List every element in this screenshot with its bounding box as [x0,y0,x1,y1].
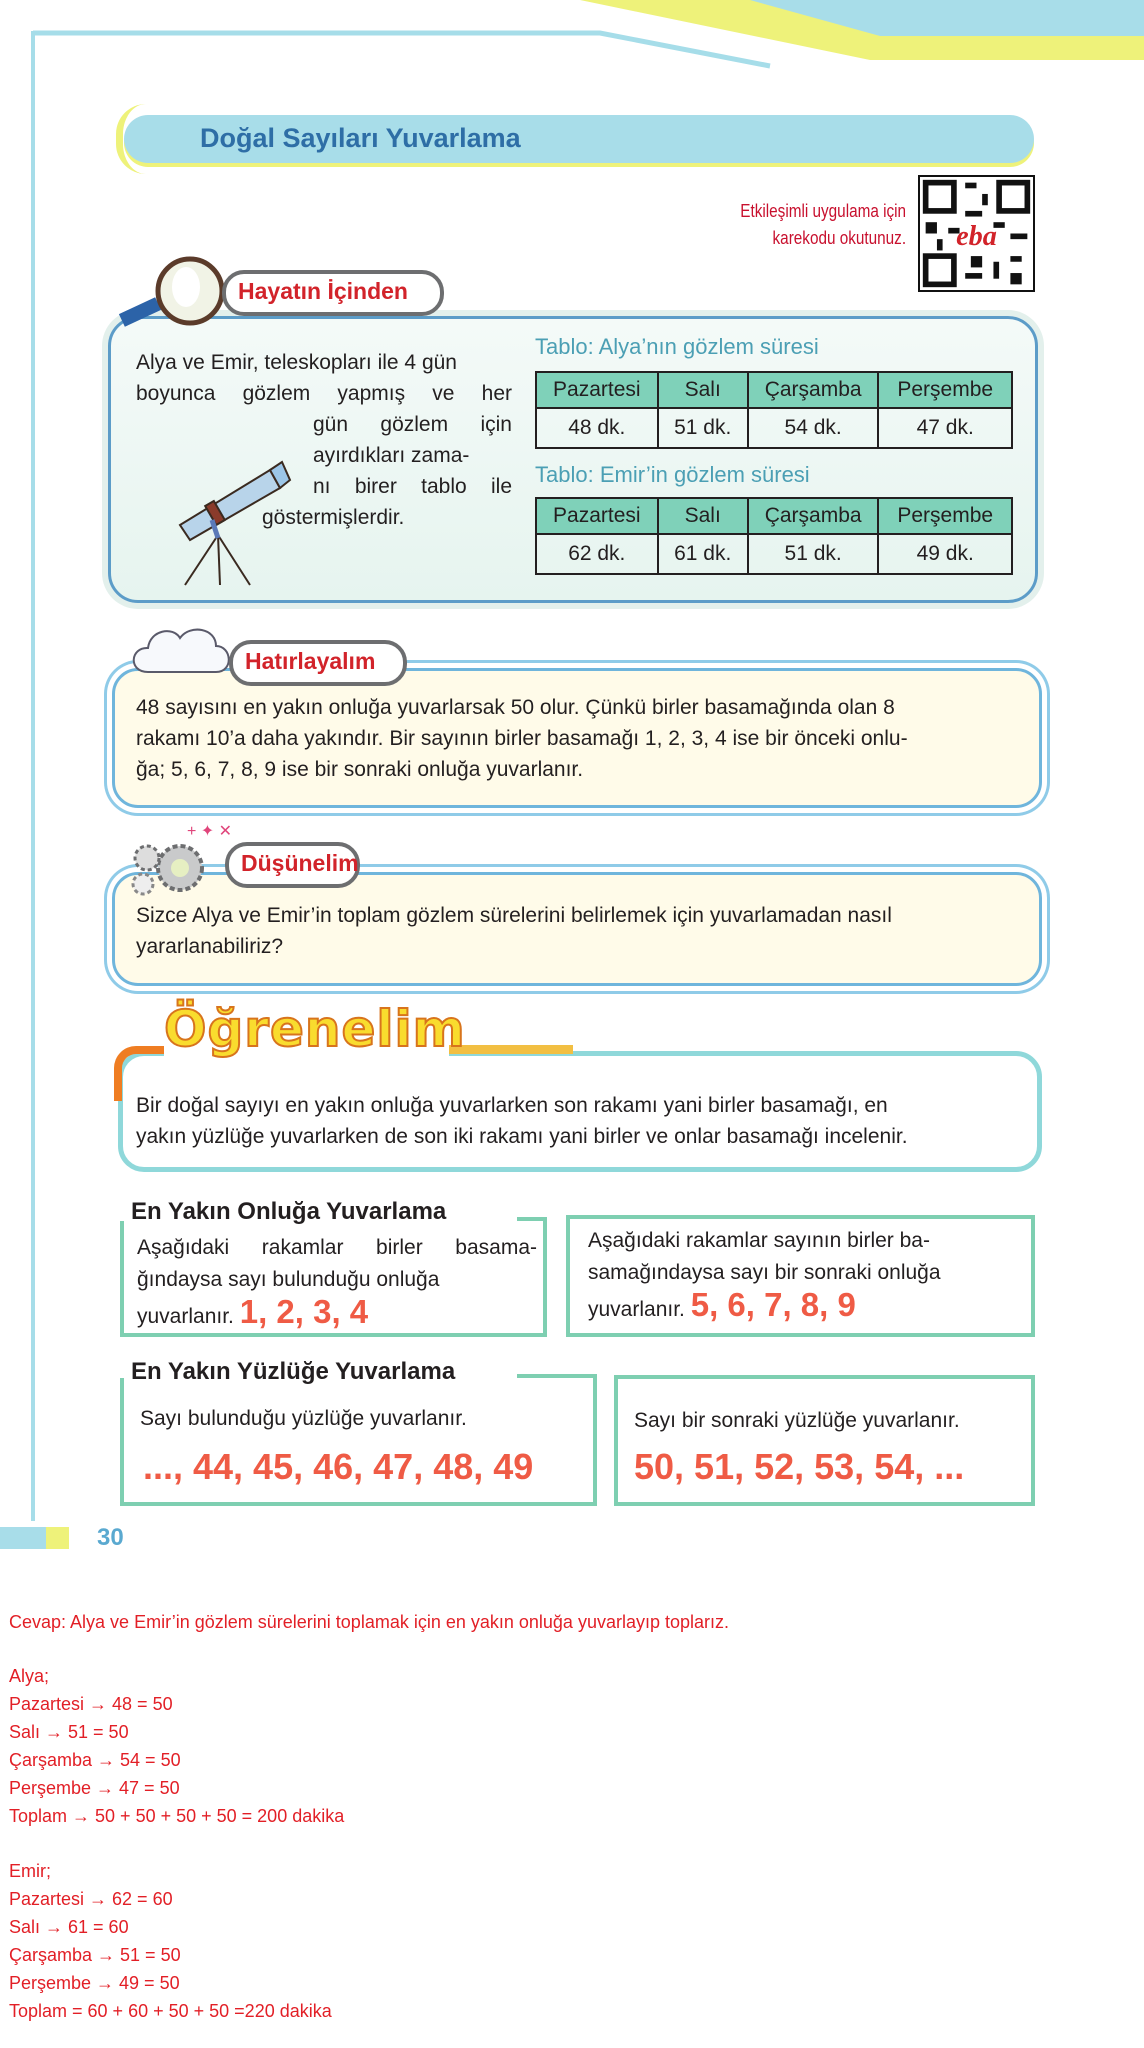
gears-icon [125,818,235,898]
answer-emir [9,1857,332,2025]
learn-yellow-line [448,1045,573,1054]
answer-line: Salı → 61 = 60 [9,1917,129,1937]
learn-text [136,1090,1026,1152]
answer-alya [9,1662,344,1830]
remember-text [136,692,1026,785]
label-text: Hayatın İçinden [238,278,408,304]
answer-line: Toplam → 50 + 50 + 50 + 50 = 200 dakika [9,1806,345,1826]
think-text [136,900,1026,962]
hundreds-heading: En Yakın Yüzlüğe Yuvarlama [131,1358,463,1386]
text-line: gün gözlem için [313,413,512,436]
alya-table [535,371,1013,449]
table-header: Salı [658,498,748,534]
answer-line: Pazartesi → 48 = 50 [9,1694,173,1714]
ones-heading: En Yakın Onluğa Yuvarlama [131,1198,454,1226]
page-number-bar-accent [46,1527,69,1549]
text-line: nı birer tablo ile [313,475,512,498]
label-text: Düşünelim [241,850,359,876]
svg-text:eba: eba [956,220,997,252]
table-cell: 62 dk. [536,534,658,574]
text-line: yuvarlanır. [137,1305,234,1328]
answer-line: Toplam = 60 + 60 + 50 + 50 =220 dakika [9,2001,332,2021]
table-cell: 47 dk. [878,408,1012,448]
table-title-alya: Tablo: Alya’nın gözlem süresi [535,334,819,359]
hundreds-right-text: Sayı bir sonraki yüzlüğe yuvarlanır. [634,1409,960,1432]
answer-intro: Cevap: Alya ve Emir’in gözlem sürelerini toplamak için en yakın onluğa yuvarlayıp toplarız. [9,1612,730,1632]
section-title-bar [124,115,1034,163]
table-cell: 49 dk. [878,534,1012,574]
text-line: yakın yüzlüğe yuvarlarken de son iki rakamı yani birler ve onlar basamağı incelenir. [136,1125,908,1148]
text-line: Bir doğal sayıyı en yakın onluğa yuvarlarken son rakamı yani birler basamağı, en [136,1094,888,1117]
text-line: yuvarlanır. [588,1298,685,1321]
page-number-bar [0,1527,46,1549]
page-title: Doğal Sayıları Yuvarlama [200,123,521,153]
answer-line: Çarşamba → 51 = 50 [9,1945,181,1965]
table-header: Salı [658,372,748,408]
qr-pattern-icon [920,177,1033,290]
table-header: Perşembe [878,372,1012,408]
label-text: Hatırlayalım [245,648,376,674]
table-title-emir: Tablo: Emir’in gözlem süresi [535,462,810,487]
table-cell: 51 dk. [748,534,879,574]
page-number: 30 [97,1524,124,1551]
hundreds-numbers-up: 50, 51, 52, 53, 54, ... [634,1446,965,1487]
think-label [225,842,360,888]
table-header: Pazartesi [536,498,658,534]
ones-digits-down: 1, 2, 3, 4 [239,1293,369,1330]
table-cell: 48 dk. [536,408,658,448]
learn-label [164,1000,466,1070]
answer-line: Pazartesi → 62 = 60 [9,1889,173,1909]
emir-table [535,497,1013,575]
hundreds-left-text: Sayı bulunduğu yüzlüğe yuvarlanır. [140,1407,467,1430]
text-line: rakamı 10’a daha yakındır. Bir sayının birler basamağı 1, 2, 3, 4 ise bir önceki onlu- [136,727,908,750]
answer-line: Perşembe → 47 = 50 [9,1778,180,1798]
ones-right-text [588,1225,1028,1326]
remember-label [229,640,407,686]
text-line: ğa; 5, 6, 7, 8, 9 ise bir sonraki onluğa yuvarlanır. [136,758,584,781]
page-border [31,31,35,1521]
ones-left-text [137,1232,537,1333]
label-text: Öğrenelim [164,1000,466,1058]
table-header: Pazartesi [536,372,658,408]
heading-underline [517,1217,547,1221]
text-line: 48 sayısını en yakın onluğa yuvarlarsak 50 olur. Çünkü birler basamağında olan 8 [136,696,895,719]
text-line: ayırdıkları zama- [313,444,470,467]
telescope-illustration [150,440,300,590]
answer-line: Perşembe → 49 = 50 [9,1973,180,1993]
answer-line: Salı → 51 = 50 [9,1722,129,1742]
svg-text:+ ✦ ✕: + ✦ ✕ [187,823,233,840]
magnifier-icon [118,255,228,330]
table-cell: 54 dk. [748,408,879,448]
text-line: ğındaysa sayı bulunduğu onluğa [137,1268,440,1291]
qr-instruction [740,198,906,252]
cloud-icon [128,622,238,684]
answer-line: Çarşamba → 54 = 50 [9,1750,181,1770]
hundreds-numbers-down: ..., 44, 45, 46, 47, 48, 49 [143,1446,534,1487]
text-line: Alya ve Emir, teleskopları ile 4 gün [136,351,457,374]
text-line: yararlanabiliriz? [136,935,284,958]
answer-line: Emir; [9,1861,51,1881]
text-line: samağındaysa sayı bir sonraki onluğa [588,1261,941,1284]
answer-line: Alya; [9,1666,50,1686]
table-header: Perşembe [878,498,1012,534]
qr-text-line: Etkileşimli uygulama için [740,201,906,221]
text-line: Sizce Alya ve Emir’in toplam gözlem sürelerini belirlemek için yuvarlamadan nasıl [136,904,892,927]
text-line: Aşağıdaki rakamlar birler basama- [137,1236,537,1259]
table-cell: 51 dk. [658,408,748,448]
table-cell: 61 dk. [658,534,748,574]
qr-code[interactable] [918,175,1035,292]
real-life-label [222,270,444,316]
heading-underline [517,1374,597,1378]
qr-text-line: karekodu okutunuz. [772,228,906,248]
top-decoration [0,0,1144,70]
text-line: göstermişlerdir. [262,506,405,529]
table-header: Çarşamba [748,372,879,408]
text-line: boyunca gözlem yapmış ve her [136,382,512,405]
text-line: Aşağıdaki rakamlar sayının birler ba- [588,1229,930,1252]
ones-digits-up: 5, 6, 7, 8, 9 [690,1286,856,1323]
table-header: Çarşamba [748,498,879,534]
